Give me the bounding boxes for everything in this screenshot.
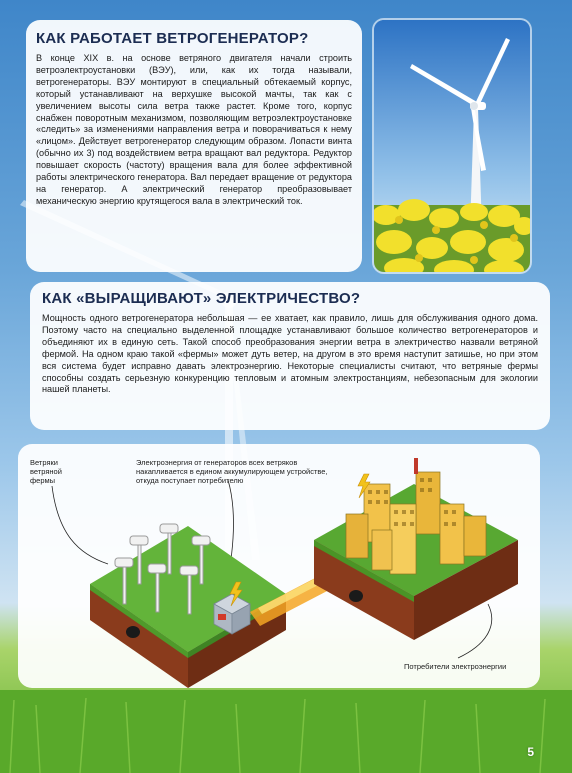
callout-line-farm — [52, 486, 108, 564]
section2-title: КАК «ВЫРАЩИВАЮТ» ЭЛЕКТРИЧЕСТВО? — [42, 290, 361, 307]
chimney — [414, 458, 418, 474]
section-how-wind-generator-works — [26, 20, 362, 272]
section2-text: Мощность одного ветрогенератора небольшая — ее хватает, как правило, лишь для обслуживания одного дома. Поэтому часто на специально выделенной площадке устанавливают большое количество ветрогенераторов и объединяют их в единую сеть. Такой способ преобразования энергии ветра в электричество назвали ветряной фермой. На одном краю такой «фермы» может дуть ветер, на другом в это время наступит затишье, но при этом вся система будет исправно давать электроэнергию. Некоторые специалисты считают, что ветряные фермы способны создать серьезную конкуренцию тепловым и атомным электростанциям, небезопасным для экологии нашей планеты. — [42, 313, 538, 395]
label-wind-farm: Ветряки ветряной фермы — [30, 458, 62, 485]
wind-farm-block — [90, 524, 286, 688]
storage-indicator — [218, 614, 226, 620]
section1-text: В конце XIX в. на основе ветряного двигателя начали строить ветроэлектроустановки (ВЭУ), или, как их тогда называли, ветрогенераторы. ВЭУ монтируют в специальный обтекаемый корпус, который устанавливают на верхушке высокой мачты, так как с увеличением высоты сила ветра также растет. Кроме того, корпус снабжен поворотным механизмом, позволяющим ветроэлектроустановке «следить» за изменениями направления ветра и поворачиваться к нему «лицом». Действует ветрогенератор следующим образом. Лопасти винта (обычно их 3) под воздействием ветра вращают вал редуктора. Редуктор повышает скорость (частоту) вращения вала для более эффективной работы электрического генератора. Вал передает вращение от редуктора на генератор. А электрический генератор преобразовывает механическую энергию крутящегося вала в электрический ток. — [36, 53, 352, 206]
section-growing-electricity — [30, 282, 550, 430]
cable-pipe-left — [126, 626, 140, 638]
section1-title: КАК РАБОТАЕТ ВЕТРОГЕНЕРАТОР? — [36, 30, 309, 47]
wind-turbine-photo — [374, 20, 530, 272]
wind-farm-diagram — [18, 444, 540, 688]
page-number: 5 — [527, 745, 534, 759]
label-energy-storage: Электроэнергия от генераторов всех ветряков накапливается в едином аккумулирующем устройстве, откуда поступает потребителю — [136, 458, 328, 485]
cable-pipe-right — [349, 590, 363, 602]
label-consumers: Потребители электроэнергии — [404, 662, 507, 671]
consumers-city-block — [314, 458, 518, 640]
